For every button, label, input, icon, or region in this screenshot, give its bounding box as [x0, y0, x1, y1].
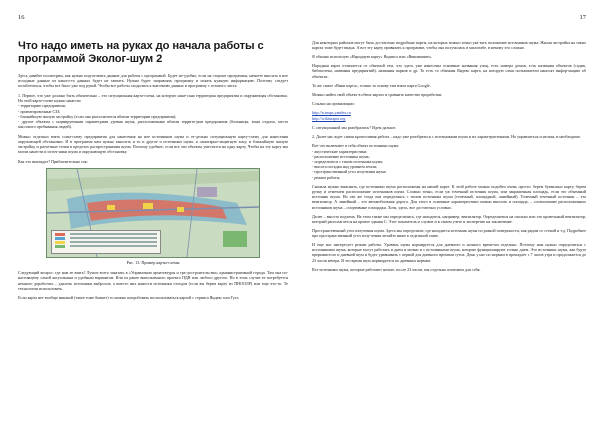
- figure-caption: Рис. 13. Пример карты-схемы: [126, 260, 180, 266]
- requirements-list: [18, 103, 288, 129]
- list-item: - пространственный угол излучения шума;: [312, 169, 387, 175]
- list-item: - ориентировочные СЗЗ;: [18, 108, 61, 114]
- list-item: - высота посадки над уровнем земли;: [312, 164, 378, 170]
- paragraph: Вот что включают в себя объект источники шума:: [312, 143, 400, 149]
- paragraph: Сначала нужно выяснить, где источники шума расположены на нашей карте. К этой работе можно подойти очень просто: берем буквально карту, берем ручку и отмечаем расположение источников шума. Сложно точно, если уж точечный источник шума, или закрашенная площадь, если это объемный источник шума. Но так же тогда она определяясь с типом источника шума (точечный, площадной, линейный). Точечный точечный источник – это вентилятор. А линейный – это автомобильная дорога. Для этого в основные характеристики можно вносить и площадь, – соотношение расположенных источников шума – спортивные площадки. Хотя, здесь, все достаточно условно.: [312, 183, 586, 210]
- paragraph: Можно отдельно взять план-схему предприятия для нанесения на нее источников шума и от-дельно ситуационную карту-схему для нанесения окружающей обстановки. И в программе нам нужно заносить и то и другое и источники шума, и санитарно-защитную зону, и ближайшую жилую застройку и расчетные точки в пределах распространения шума. Поэтому удобнее, если все эти объекты уместятся на одну карту. Чтобы на эту карту мы могли нанести и источ-ники шума и окружающую обстановку.: [18, 133, 288, 155]
- links-list: [312, 110, 586, 122]
- legend-swatch: [55, 241, 65, 244]
- paragraph: Если карта нет вообще никакой (такое тоже бывает) то можно попробовать воспользоваться картой с сервиса Яндекс или Гугл.: [18, 295, 240, 301]
- list-item: - ближайшую жилую застройку (если она располагается вблизи территории предприятия);: [18, 113, 177, 119]
- paragraph: Пространственный угол излучения шума. Здесь мы определили, где находится источник шума по разной поверхности, как рядом со стеной и т.д. Подробнее про пространственный угол излу-чения читайте ниже в отдельной главе.: [312, 227, 586, 239]
- legend-swatch: [55, 245, 65, 248]
- paragraph: Для некоторых районов могут быть достаточно подробные карты, на которых можно точно ука-зать положение источников шума. Жилая застройка на таких картах тоже будет видна. А вот эту карту привязать к программе, чтобы она получилась в масштабе, в некому это сложно.: [312, 40, 586, 51]
- paragraph: Народная карта отличается от обычной тем, что здесь уже нанесены основные названия улиц, есть номера домов, есть названия объектов (садик, библиотека, названия предприятий), названия парков и др. То есть то обычная Яндекс карта, на которую сами пользователи наносят инфор-мацию об объектах.: [312, 63, 586, 79]
- characteristics-list: [312, 149, 586, 180]
- paragraph: То же самое «Вики карта», только за основу там взята карта Google.: [312, 82, 431, 88]
- legend-swatch: [55, 237, 65, 240]
- list-item: - другие объекты с нормируемыми параметрами уровня шума, расположенные вблизи террито-рии предприятия (больницы, зоны отдыха, места массового пребывания людей).: [18, 118, 288, 130]
- paragraph: И еще нас интересует режим работы. Уровень шума нормируется для дневного и ночного време-ни отдельно. Поэтому нам нужно определиться с источниками шума, которые могут работать и днем и ночью и с источниками шума, которые функционируют только днем. Это источники шума, как будто прерывистого и дневной шум и будет уравнивать с первой для дневного времени суток. День у нас по нормам в пропадает с 7 часов утра и продолжается до 23 часов вечера. В это время шум нормируется по дневным нормам.: [312, 242, 586, 263]
- paragraph: Ссылки на организации:: [312, 100, 355, 106]
- paragraph: Далее – высота подъема. На этом также мы определились, где находится, например, вентилятор. Определяемся на сколько или это кровельный вентилятор, который располагается на кровле здания С. Этот показатель и служит и в самом учете и экспертизе на заключение.: [312, 213, 586, 224]
- paragraph: 2. Далее нас ждет самая кропотливая работа – надо уже разобраться с источниками шума и их характеристиками. Но управляться и нельзя, и необходимо.: [312, 134, 582, 140]
- page-title: Что надо иметь на руках до начала работы с программой Эколог-шум 2: [18, 40, 264, 65]
- paragraph: Следующий вопрос: где нам ее взять? Лучше всего заказать в «Управлении архитектуры и гра-достроительства» административной города. Там она по-настоящему самой актуальным и удобным вариантом. Или из ранее выполненного проекта ПДВ или любого другого. Но в этом случае ее потребуется немного доработать – удалить источники выбросов, а вместо них нанести источники отходов (если вы берем карту из ПНООЛР) или еще что-то. Те технологии использовать.: [18, 270, 288, 291]
- page-number-left: 16: [18, 14, 25, 21]
- paragraph: Все источники шума, которые работают ночью, после 23 часов, мы отдельно помечаем для себя.: [312, 266, 481, 272]
- paragraph: 1. Первое, что уже должно быть обязательно – это ситуационная карта-схема, на которую нане-сана территория предприятия и окружающая обстановка. На этой карте-схеме нужно нанести:: [18, 92, 288, 104]
- paragraph: С ситуационной мы разобрались? Идем дальше.: [312, 125, 397, 131]
- list-item: - определиться с типом источника шума;: [312, 159, 384, 165]
- paragraph: Как это выглядит? Приблизительно так:: [18, 158, 88, 164]
- link-yandex[interactable]: http://n.maps.yandex.ru: [312, 109, 351, 115]
- page-number-right: 17: [579, 14, 586, 21]
- list-item: - режим работы.: [312, 174, 341, 180]
- legend-swatch: [55, 233, 65, 236]
- list-item: - расположение источника шума;: [312, 153, 370, 159]
- map-legend: [51, 230, 161, 254]
- link-wikimapia[interactable]: http://wikimapia.org: [312, 116, 346, 122]
- site-map-image: [46, 168, 260, 258]
- paragraph: Здесь давайте посмотрим, как нужно подготовить данные для работы с программой. Будет не-удобно, если на стороне программы, начнете вносить в нее исходные данные из какого-то данных будет не хватать. Нужно будет заправлять программу и искать нужную информацию. Поэтому следует позаботиться, чтобы все было уже под рукой. Чтобы все работы сходились к внесению данных в программу с готового листа.: [18, 73, 288, 89]
- list-item: - акустические характеристики;: [312, 148, 368, 154]
- right-page: [300, 0, 600, 425]
- paragraph: Можно найти свой объект в обеих картах и сравнить качество проработки.: [312, 91, 443, 97]
- list-item: - территорию предприятия;: [18, 103, 66, 109]
- paragraph: Я обычно использую «Народную карту» Яндекса или «Викимапию».: [312, 54, 433, 60]
